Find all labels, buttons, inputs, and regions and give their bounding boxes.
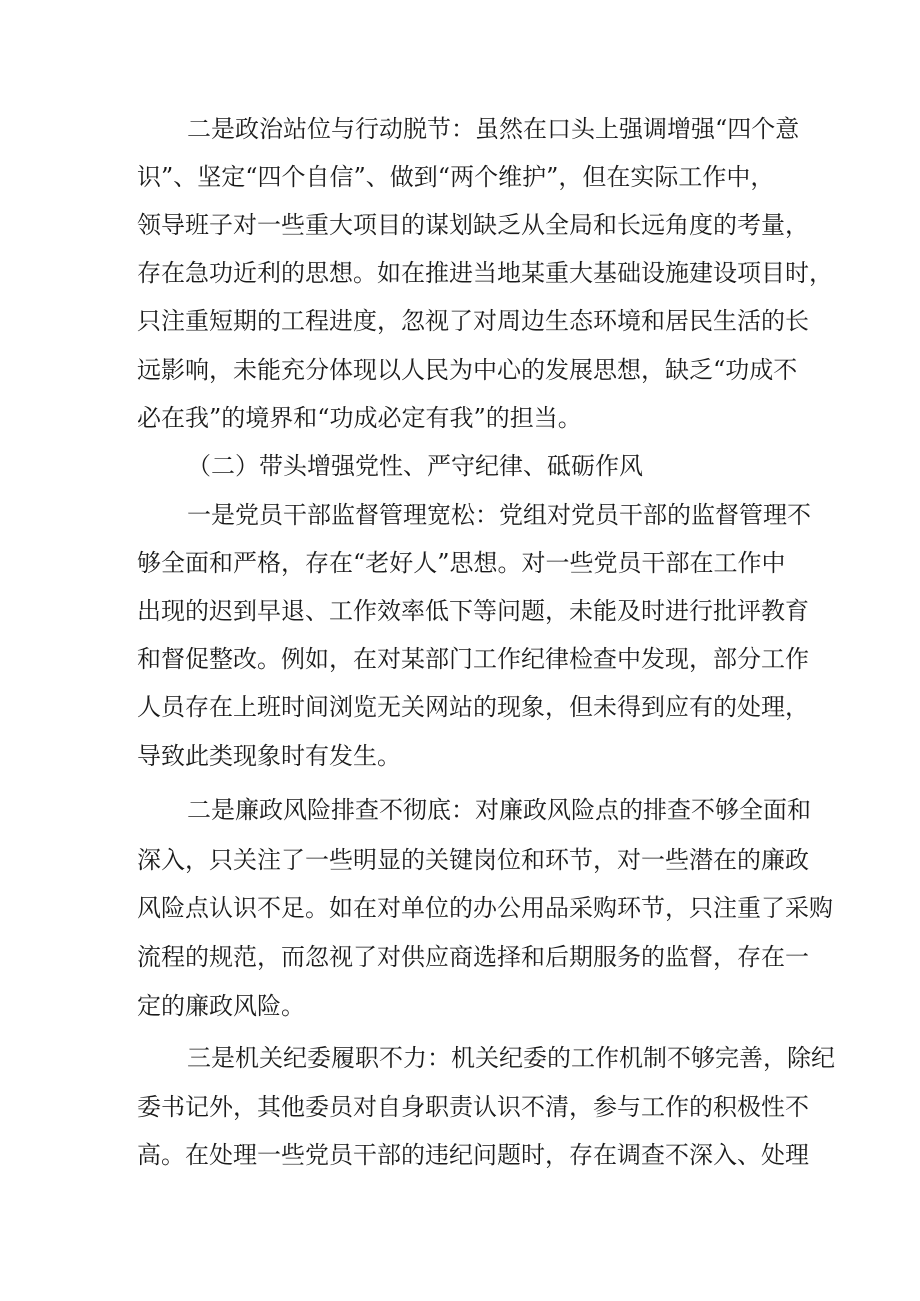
paragraph-4-line-1: 三是机关纪委履职不力：机关纪委的工作机制不够完善，除纪 bbox=[187, 1044, 835, 1072]
paragraph-3-line-5: 定的廉政风险。 bbox=[137, 992, 305, 1020]
paragraph-2-line-6: 导致此类现象时有发生。 bbox=[137, 742, 401, 770]
paragraph-4-line-3: 高。在处理一些党员干部的违纪问题时，存在调查不深入、处理 bbox=[137, 1141, 809, 1169]
paragraph-2-line-3: 出现的迟到早退、工作效率低下等问题，未能及时进行批评教育 bbox=[137, 597, 809, 625]
paragraph-1-line-2: 识”、坚定“四个自信”、做到“两个维护”，但在实际工作中， bbox=[137, 163, 775, 191]
paragraph-4-line-2: 委书记外，其他委员对自身职责认识不清，参与工作的积极性不 bbox=[137, 1093, 809, 1121]
paragraph-2-line-2: 够全面和严格，存在“老好人”思想。对一些党员干部在工作中 bbox=[137, 549, 786, 577]
paragraph-1-line-4: 存在急功近利的思想。如在推进当地某重大基础设施建设项目时， bbox=[137, 259, 833, 287]
paragraph-1-line-3: 领导班子对一些重大项目的谋划缺乏从全局和长远角度的考量， bbox=[137, 211, 809, 239]
paragraph-2-line-5: 人员存在上班时间浏览无关网站的现象，但未得到应有的处理， bbox=[137, 693, 809, 721]
paragraph-1-line-1: 二是政治站位与行动脱节：虽然在口头上强调增强“四个意 bbox=[187, 115, 800, 143]
paragraph-1-line-6: 远影响，未能充分体现以人民为中心的发展思想，缺乏“功成不 bbox=[137, 356, 798, 384]
paragraph-2-line-1: 一是党员干部监督管理宽松：党组对党员干部的监督管理不 bbox=[187, 501, 811, 529]
section-heading: （二）带头增强党性、严守纪律、砥砺作风 bbox=[187, 452, 643, 480]
paragraph-2-line-4: 和督促整改。例如，在对某部门工作纪律检查中发现，部分工作 bbox=[137, 645, 809, 673]
paragraph-3-line-2: 深入，只关注了一些明显的关键岗位和环节，对一些潜在的廉政 bbox=[137, 846, 809, 874]
paragraph-3-line-3: 风险点认识不足。如在对单位的办公用品采购环节，只注重了采购 bbox=[137, 894, 833, 922]
paragraph-1-line-7: 必在我”的境界和“功成必定有我”的担当。 bbox=[137, 404, 582, 432]
paragraph-3-line-1: 二是廉政风险排查不彻底：对廉政风险点的排查不够全面和 bbox=[187, 796, 811, 824]
paragraph-1-line-5: 只注重短期的工程进度，忽视了对周边生态环境和居民生活的长 bbox=[137, 307, 809, 335]
paragraph-3-line-4: 流程的规范，而忽视了对供应商选择和后期服务的监督，存在一 bbox=[137, 943, 809, 971]
